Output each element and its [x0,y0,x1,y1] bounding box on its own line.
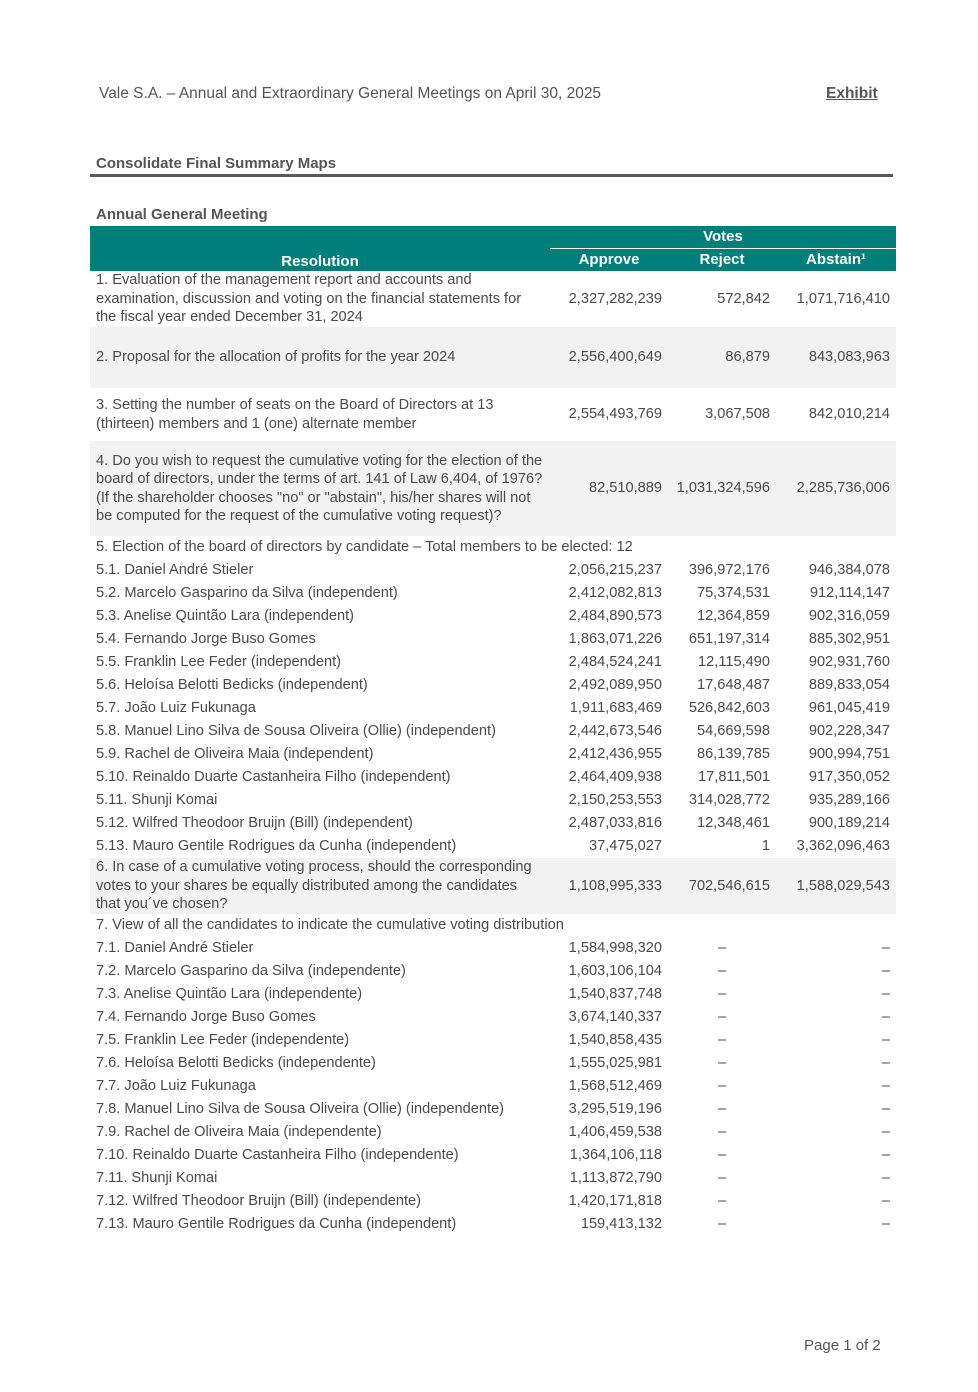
resolution-text: 4. Do you wish to request the cumulative voting for the election of the board of directors, under the terms of art. 141 of Law 6,404, of 1976? (If the shareholder chooses "no" or "abstain", his/her shares will not be computed for the request of the cumulative voting request)? [90,441,550,536]
table-row [90,697,896,720]
resolution-text: 7.1. Daniel André Stieler [96,940,254,957]
table-row [90,1052,896,1075]
resolution-text: 3. Setting the number of seats on the Board of Directors at 13 (thirteen) members and 1 (one) alternate member [96,397,494,432]
approve-votes: 37,475,027 [588,838,662,855]
table-header-row [90,226,896,249]
approve-votes: 2,556,400,649 [550,327,668,388]
table-row [90,937,896,960]
approve-votes: 1,364,106,118 [569,1147,662,1164]
abstain-votes: – [881,1009,890,1026]
approve-votes: 159,413,132 [580,1216,662,1233]
abstain-votes: 902,931,760 [808,654,890,671]
table-row [90,651,896,674]
table-row [90,1213,896,1236]
approve-votes: 2,150,253,553 [568,792,662,809]
approve-votes: 1,584,998,320 [568,940,662,957]
resolution-text: 7.9. Rachel de Oliveira Maia (independente) [96,1124,382,1141]
col-reject: Reject [668,249,776,272]
approve-votes: 2,484,890,573 [568,608,662,625]
abstain-votes: – [881,1170,890,1187]
reject-votes: – [717,986,727,1003]
abstain-votes: 902,228,347 [808,723,890,740]
abstain-votes: – [881,986,890,1003]
abstain-votes: 885,302,951 [808,631,890,648]
abstain-votes: 917,350,052 [808,769,890,786]
approve-votes: 2,442,673,546 [568,723,662,740]
col-abstain: Abstain¹ [776,249,896,272]
resolution-text: 5.7. João Luiz Fukunaga [96,700,256,717]
approve-votes: 2,484,524,241 [568,654,662,671]
reject-votes: 396,972,176 [688,562,770,579]
page-number: Page 1 of 2 [804,1337,881,1354]
resolution-text: 5.8. Manuel Lino Silva de Sousa Oliveira (Ollie) (independent) [96,723,496,740]
table-row [90,1121,896,1144]
table-row [90,1190,896,1213]
reject-votes: – [717,1055,727,1072]
reject-votes: – [717,963,727,980]
approve-votes: 1,540,858,435 [568,1032,662,1049]
table-row [90,1167,896,1190]
table-row [90,812,896,835]
approve-votes: 1,540,837,748 [568,986,662,1003]
reject-votes: – [717,1216,727,1233]
resolution-text: 5.10. Reinaldo Duarte Castanheira Filho (independent) [96,769,451,786]
abstain-votes: – [881,1055,890,1072]
section-divider [90,174,893,177]
col-approve: Approve [550,249,668,272]
table-row [90,674,896,697]
resolution-text: 7.5. Franklin Lee Feder (independente) [96,1032,350,1049]
reject-votes: 526,842,603 [688,700,770,717]
document-title: Vale S.A. – Annual and Extraordinary General Meetings on April 30, 2025 [99,85,602,102]
table-row [90,983,896,1006]
resolution-text: 6. In case of a cumulative voting process, should the corresponding votes to your shares be equally distributed among the candidates that you´ve chosen? [90,858,550,914]
reject-votes: 86,879 [668,327,776,388]
approve-votes: 1,568,512,469 [568,1078,662,1095]
reject-votes: 17,648,487 [696,677,770,694]
reject-votes: – [717,1147,727,1164]
reject-votes: – [717,1193,727,1210]
resolution-text: 5.6. Heloísa Belotti Bedicks (independent) [96,677,368,694]
abstain-votes: – [881,1147,890,1164]
meeting-title: Annual General Meeting [96,206,268,223]
approve-votes: 2,327,282,239 [568,290,662,307]
approve-votes: 2,412,436,955 [568,746,662,763]
reject-votes: – [717,1170,727,1187]
abstain-votes: 961,045,419 [808,700,890,717]
table-row [90,835,896,858]
reject-votes: 54,669,598 [696,723,770,740]
table-row [90,388,896,441]
table-row [90,441,896,536]
reject-votes: 12,364,859 [696,608,770,625]
reject-votes: 572,842 [717,290,770,307]
abstain-votes: – [881,1032,890,1049]
approve-votes: 1,555,025,981 [568,1055,662,1072]
reject-votes: 1 [761,838,770,855]
abstain-votes: – [881,963,890,980]
resolution-text: 7.11. Shunji Komai [96,1170,218,1187]
table-row [90,605,896,628]
approve-votes: 1,420,171,818 [568,1193,662,1210]
abstain-votes: – [881,1101,890,1118]
reject-votes: 1,031,324,596 [668,441,776,536]
abstain-votes: 2,285,736,006 [776,441,896,536]
abstain-votes: 946,384,078 [808,562,890,579]
approve-votes: 2,464,409,938 [568,769,662,786]
approve-votes: 2,554,493,769 [568,406,662,423]
table-row [90,960,896,983]
approve-votes: 1,603,106,104 [568,963,662,980]
resolution-text: 7.13. Mauro Gentile Rodrigues da Cunha (independent) [96,1216,457,1233]
approve-votes: 82,510,889 [550,441,668,536]
abstain-votes: – [881,1216,890,1233]
reject-votes: 702,546,615 [668,858,776,914]
reject-votes: 12,115,490 [698,654,770,671]
reject-votes: – [717,1009,727,1026]
approve-votes: 2,487,033,816 [568,815,662,832]
voting-results-table [90,226,896,1236]
abstain-votes: – [881,1193,890,1210]
approve-votes: 3,674,140,337 [568,1009,662,1026]
section-row [90,914,896,937]
abstain-votes: – [881,1124,890,1141]
table-row [90,1075,896,1098]
col-votes: Votes [550,226,896,249]
abstain-votes: 843,083,963 [776,327,896,388]
reject-votes: 12,348,461 [696,815,770,832]
table-row [90,1029,896,1052]
table-row [90,1098,896,1121]
section-heading: 7. View of all the candidates to indicate the cumulative voting distribution [96,917,564,934]
section-heading: 5. Election of the board of directors by candidate – Total members to be elected: 12 [96,539,633,556]
reject-votes: 3,067,508 [705,406,770,423]
approve-votes: 1,406,459,538 [568,1124,662,1141]
resolution-text: 5.12. Wilfred Theodoor Bruijn (Bill) (independent) [96,815,413,832]
resolution-text: 5.3. Anelise Quintão Lara (independent) [96,608,355,625]
table-row [90,720,896,743]
resolution-text: 7.12. Wilfred Theodoor Bruijn (Bill) (independente) [96,1193,422,1210]
table-row [90,327,896,388]
resolution-text: 5.1. Daniel André Stieler [96,562,254,579]
abstain-votes: 935,289,166 [808,792,890,809]
reject-votes: – [717,940,727,957]
abstain-votes: 1,588,029,543 [776,858,896,914]
resolution-text: 1. Evaluation of the management report and accounts and examination, discussion and voting on the financial statements for the fiscal year ended December 31, 2024 [96,272,522,326]
reject-votes: – [717,1124,727,1141]
reject-votes: – [717,1078,727,1095]
reject-votes: – [717,1101,727,1118]
table-row [90,559,896,582]
resolution-text: 5.5. Franklin Lee Feder (independent) [96,654,342,671]
approve-votes: 1,863,071,226 [568,631,662,648]
abstain-votes: – [881,940,890,957]
reject-votes: 86,139,785 [696,746,770,763]
exhibit-label: Exhibit [826,85,878,102]
resolution-text: 5.4. Fernando Jorge Buso Gomes [96,631,316,648]
table-row [90,1144,896,1167]
resolution-text: 5.11. Shunji Komai [96,792,218,809]
resolution-text: 2. Proposal for the allocation of profits for the year 2024 [90,327,550,388]
resolution-text: 7.3. Anelise Quintão Lara (independente) [96,986,363,1003]
table-row [90,1006,896,1029]
abstain-votes: 1,071,716,410 [796,290,890,307]
resolution-text: 7.6. Heloísa Belotti Bedicks (independente) [96,1055,376,1072]
approve-votes: 1,911,683,469 [569,700,662,717]
approve-votes: 1,108,995,333 [550,858,668,914]
reject-votes: 651,197,314 [688,631,770,648]
table-row [90,858,896,914]
approve-votes: 2,056,215,237 [568,562,662,579]
section-row [90,536,896,559]
abstain-votes: 902,316,059 [808,608,890,625]
resolution-text: 7.10. Reinaldo Duarte Castanheira Filho (independente) [96,1147,459,1164]
reject-votes: 75,374,531 [696,585,770,602]
resolution-text: 7.2. Marcelo Gasparino da Silva (independente) [96,963,406,980]
table-row [90,271,896,327]
abstain-votes: – [881,1078,890,1095]
abstain-votes: 3,362,096,463 [796,838,890,855]
resolution-text: 7.7. João Luiz Fukunaga [96,1078,256,1095]
reject-votes: – [717,1032,727,1049]
table-row [90,582,896,605]
approve-votes: 1,113,872,790 [569,1170,662,1187]
table-row [90,628,896,651]
table-row [90,766,896,789]
reject-votes: 17,811,501 [698,769,770,786]
resolution-text: 5.13. Mauro Gentile Rodrigues da Cunha (independent) [96,838,457,855]
approve-votes: 2,492,089,950 [568,677,662,694]
section-title: Consolidate Final Summary Maps [96,155,337,172]
table-row [90,743,896,766]
approve-votes: 2,412,082,813 [568,585,662,602]
abstain-votes: 842,010,214 [808,406,890,423]
abstain-votes: 912,114,147 [809,585,890,602]
table-row [90,789,896,812]
abstain-votes: 900,994,751 [808,746,890,763]
abstain-votes: 889,833,054 [808,677,890,694]
resolution-text: 5.9. Rachel de Oliveira Maia (independent) [96,746,374,763]
abstain-votes: 900,189,214 [808,815,890,832]
resolution-text: 7.8. Manuel Lino Silva de Sousa Oliveira (Ollie) (independente) [96,1101,505,1118]
col-resolution: Resolution [90,226,550,271]
reject-votes: 314,028,772 [688,792,770,809]
approve-votes: 3,295,519,196 [568,1101,662,1118]
resolution-text: 7.4. Fernando Jorge Buso Gomes [96,1009,316,1026]
resolution-text: 5.2. Marcelo Gasparino da Silva (independent) [96,585,398,602]
